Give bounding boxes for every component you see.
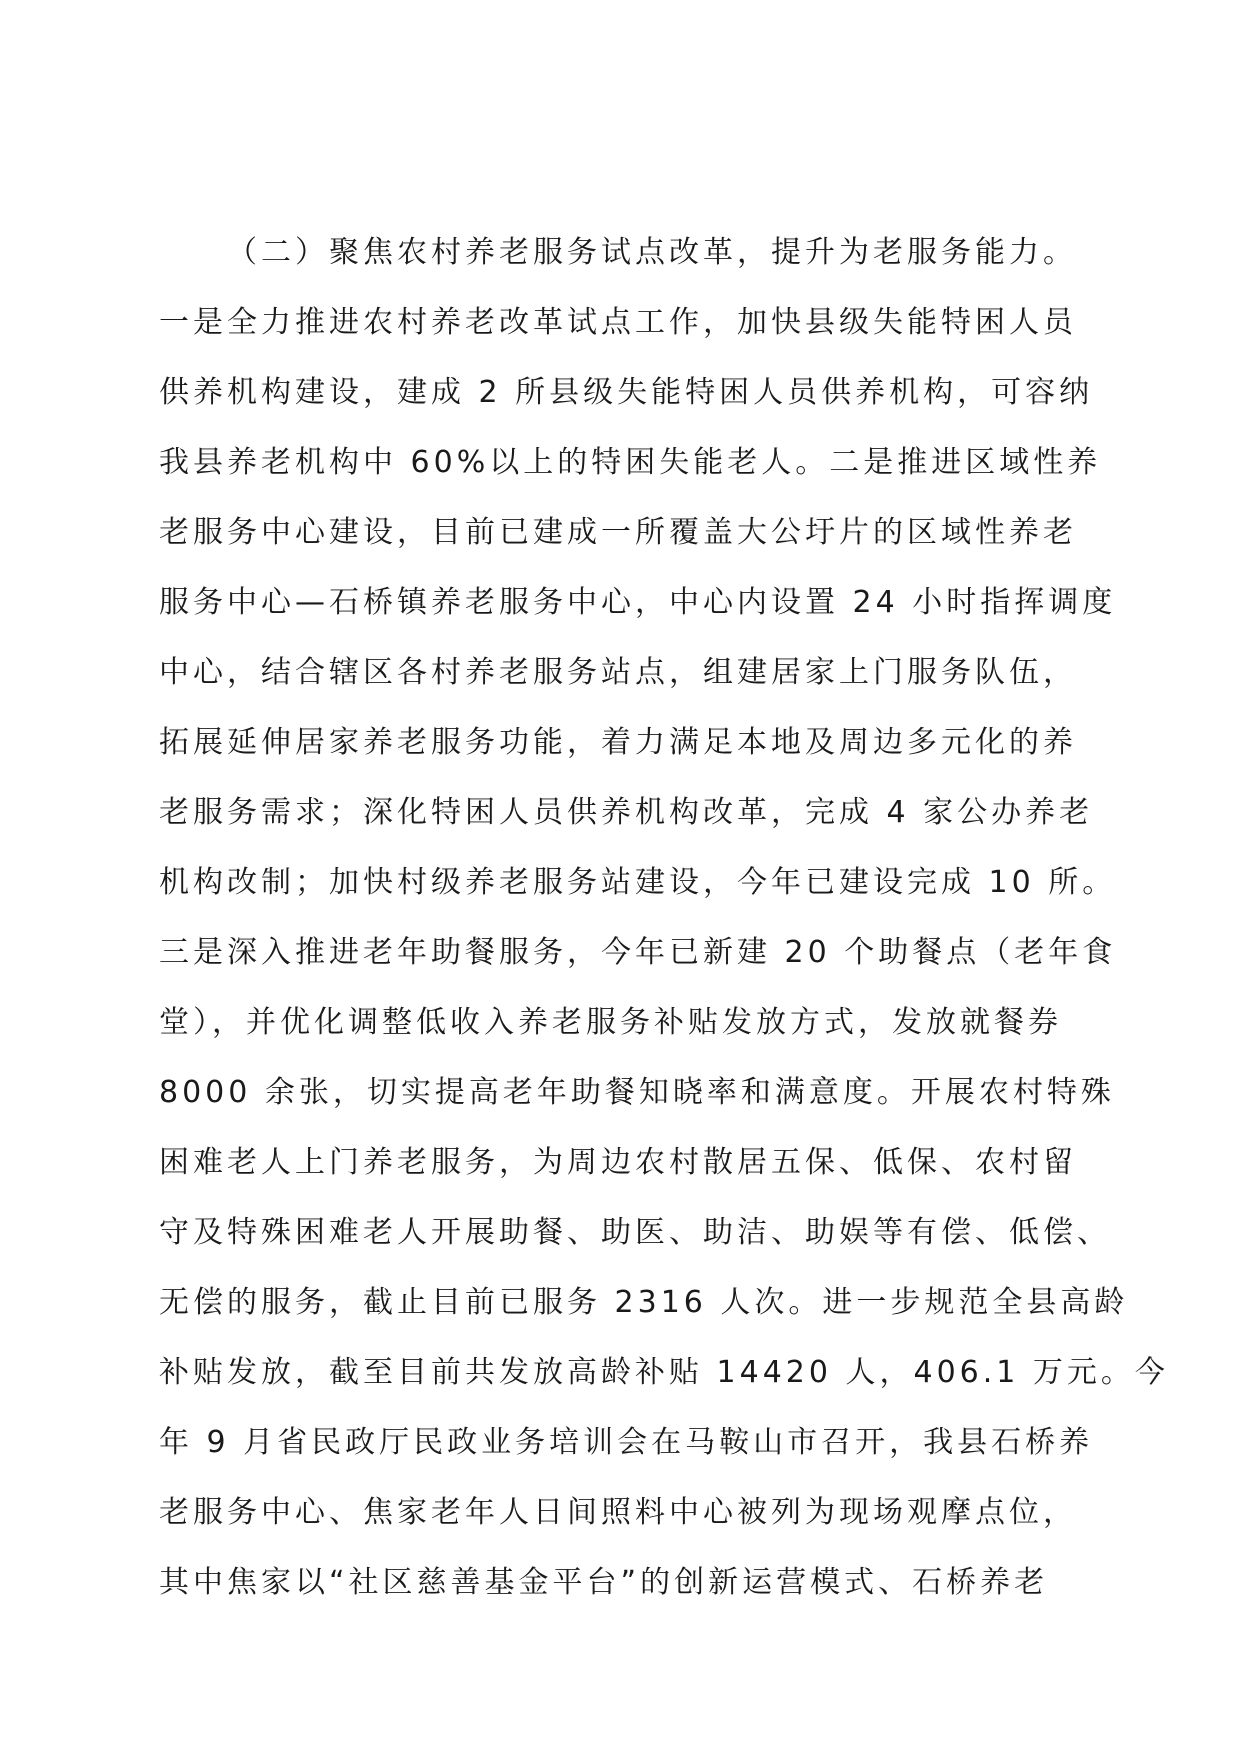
text-line: 我县养老机构中 60%以上的特困失能老人。二是推进区域性养	[159, 445, 1102, 480]
text-line: 老服务需求；深化特困人员供养机构改革，完成 4 家公办养老	[159, 795, 1094, 830]
text-line: 8000 余张，切实提高老年助餐知晓率和满意度。开展农村特殊	[159, 1075, 1115, 1110]
text-line: 拓展延伸居家养老服务功能，着力满足本地及周边多元化的养	[159, 725, 1077, 760]
section-heading: （二）聚焦农村养老服务试点改革，提升为老服务能力。	[227, 235, 1077, 270]
text-line: 老服务中心、焦家老年人日间照料中心被列为现场观摩点位，	[159, 1495, 1077, 1530]
text-line: 三是深入推进老年助餐服务，今年已新建 20 个助餐点（老年食	[159, 935, 1117, 970]
text-line: 年 9 月省民政厅民政业务培训会在马鞍山市召开，我县石桥养	[159, 1425, 1094, 1460]
text-line: 守及特殊困难老人开展助餐、助医、助洁、助娱等有偿、低偿、	[159, 1215, 1111, 1250]
text-line: 中心，结合辖区各村养老服务站点，组建居家上门服务队伍，	[159, 655, 1077, 690]
text-line: 困难老人上门养老服务，为周边农村散居五保、低保、农村留	[159, 1145, 1077, 1180]
text-line: 供养机构建设，建成 2 所县级失能特困人员供养机构，可容纳	[159, 375, 1094, 410]
text-line: 机构改制；加快村级养老服务站建设，今年已建设完成 10 所。	[159, 865, 1117, 900]
text-line: 堂），并优化调整低收入养老服务补贴发放方式，发放就餐券	[159, 1005, 1062, 1040]
body-text	[159, 218, 1169, 1618]
text-line: 一是全力推进农村养老改革试点工作，加快县级失能特困人员	[159, 305, 1077, 340]
text-line: 其中焦家以“社区慈善基金平台”的创新运营模式、石桥养老	[159, 1565, 1049, 1600]
text-line: 补贴发放，截至目前共发放高龄补贴 14420 人，406.1 万元。今	[159, 1355, 1169, 1390]
text-line: 老服务中心建设，目前已建成一所覆盖大公圩片的区域性养老	[159, 515, 1077, 550]
text-line: 无偿的服务，截止目前已服务 2316 人次。进一步规范全县高龄	[159, 1285, 1129, 1320]
text-line: 服务中心—石桥镇养老服务中心，中心内设置 24 小时指挥调度	[159, 585, 1117, 620]
